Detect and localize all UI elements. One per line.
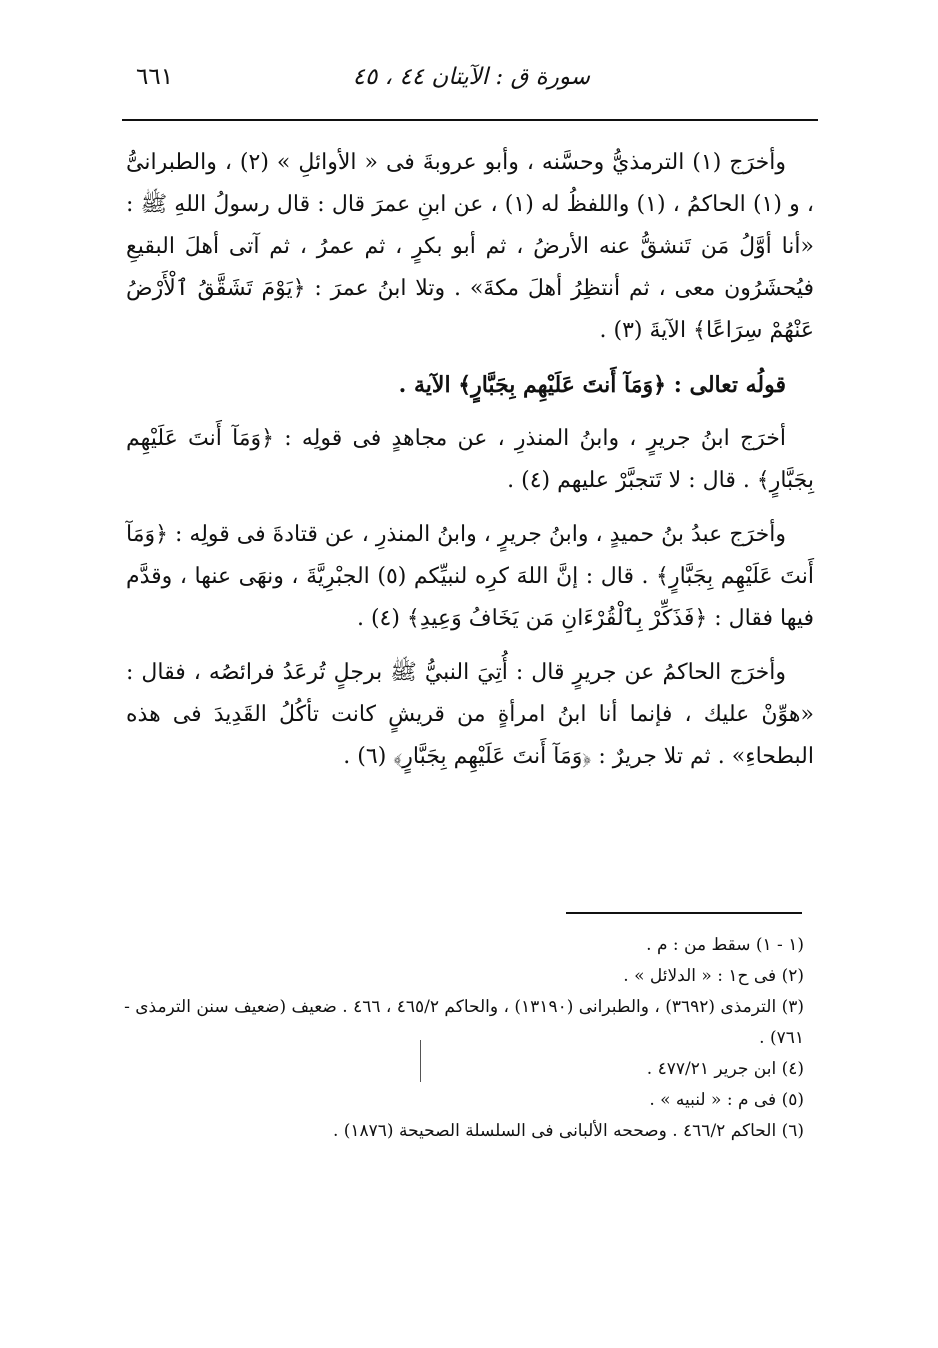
paragraph: وأخرَج الحاكمُ عن جريرٍ قال : أُتِيَ النبيُّ ﷺ برجلٍ تُرعَدُ فرائصُه ، فقال : «هوِّنْ عليك ، فإنما أنا ابنُ امرأةٍ من قريشٍ كانت تأكُلُ القَدِيدَ فى هذه البطحاءِ» . ثم تلا جريرٌ : ﴿وَمَآ أَنتَ عَلَيْهِم بِجَبَّارٍ﴾ (٦) . bbox=[126, 660, 814, 769]
paragraph: أخرَج ابنُ جريرٍ ، وابنُ المنذرِ ، عن مجاهدٍ فى قولِه : ﴿وَمَآ أَنتَ عَلَيْهِم بِجَبَّارٍ﴾ . قال : لا تَتجبَّرْ عليهم (٤) . bbox=[126, 426, 814, 493]
footnotes bbox=[110, 930, 804, 1147]
footnote: (٢) فى ح١ : « الدلائل » . bbox=[623, 966, 804, 986]
footnote: (٤) ابن جرير ٤٧٧/٢١ . bbox=[646, 1059, 804, 1079]
footnote-rule bbox=[566, 912, 802, 914]
header-rule bbox=[122, 119, 818, 121]
footnote: (١ - ١) سقط من : م . bbox=[646, 935, 804, 955]
page-header bbox=[120, 60, 820, 100]
verse-heading: قولُه تعالى : ﴿وَمَآ أَنتَ عَلَيْهِم بِجَبَّارٍ﴾ الآية . bbox=[398, 372, 786, 398]
running-title: سورة ق : الآيتان ٤٤ ، ٤٥ bbox=[352, 64, 590, 90]
main-text bbox=[126, 142, 814, 790]
scan-artifact-line bbox=[420, 1040, 421, 1082]
page-number: ٦٦١ bbox=[136, 64, 174, 90]
paragraph: وأخرَج (١) الترمذيُّ وحسَّنه ، وأبو عروبةَ فى « الأوائلِ » (٢) ، والطبرانىُّ ، و (١) الحاكمُ ، (١) واللفظُ له (١) ، عن ابنِ عمرَ قال : قال رسولُ اللهِ ﷺ : «أنا أوَّلُ مَن تَنشقُّ عنه الأرضُ ، ثم أبو بكرٍ ، ثم عمرُ ، ثم آتى أهلَ البقيعِ فيُحشَرُون معى ، ثم أنتظِرُ أهلَ مكةَ» . وتلا ابنُ عمرَ : ﴿يَوْمَ تَشَقَّقُ ٱلْأَرْضُ عَنْهُمْ سِرَاعًا﴾ الآيةَ (٣) . bbox=[126, 150, 815, 343]
footnote: (٣) الترمذى (٣٦٩٢) ، والطبرانى (١٣١٩٠) ، والحاكم ٤٦٥/٢ ، ٤٦٦ . ضعيف (ضعيف سنن الترمذى - ٧٦١) . bbox=[124, 997, 804, 1048]
paragraph: وأخرَج عبدُ بنُ حميدٍ ، وابنُ جريرٍ ، وابنُ المنذرِ ، عن قتادةَ فى قولِه : ﴿وَمَآ أَنتَ عَلَيْهِم بِجَبَّارٍ﴾ . قال : إنَّ اللهَ كرِه لنبيِّكم (٥) الجبْرِيَّةَ ، ونهَى عنها ، وقدَّم فيها فقال : ﴿فَذَكِّرْ بِٱلْقُرْءَانِ مَن يَخَافُ وَعِيدِ﴾ (٤) . bbox=[126, 522, 814, 631]
footnote: (٥) فى م : « لنبيه » . bbox=[649, 1090, 804, 1110]
footnote: (٦) الحاكم ٤٦٦/٢ . وصححه الألبانى فى السلسلة الصحيحة (١٨٧٦) . bbox=[332, 1121, 804, 1141]
